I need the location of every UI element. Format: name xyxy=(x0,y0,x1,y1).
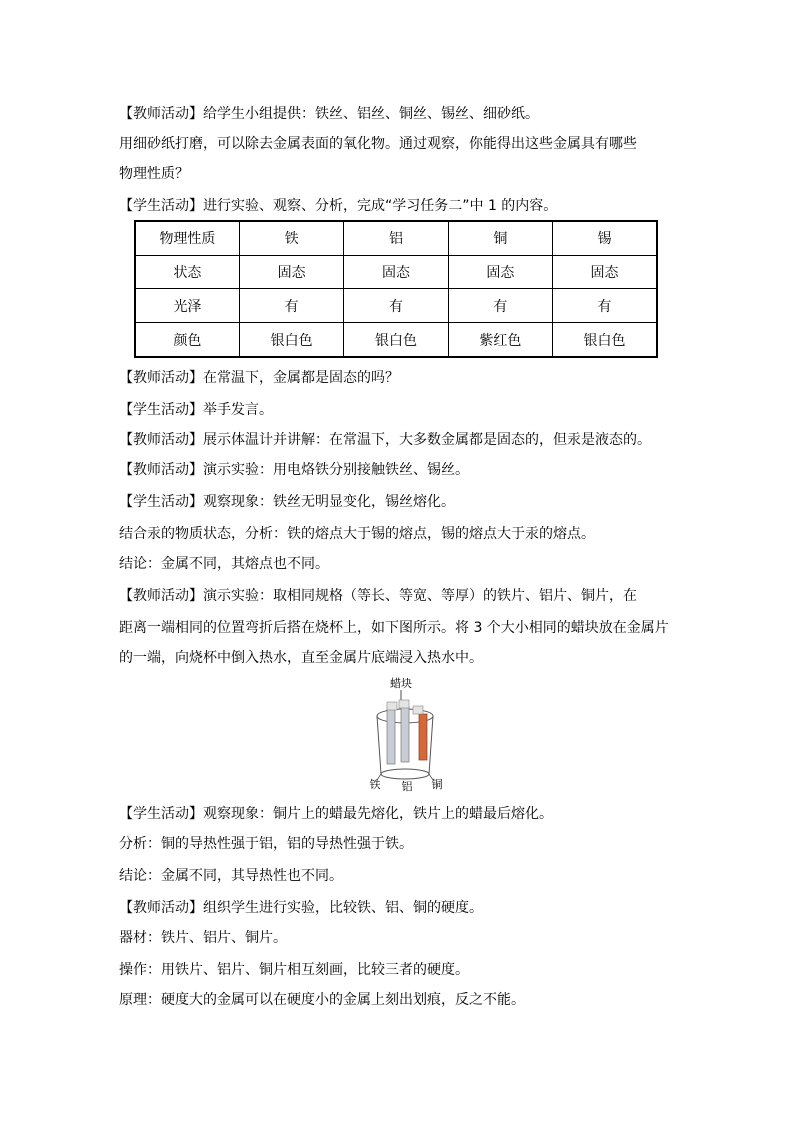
paragraph: 【学生活动】进行实验、观察、分析，完成“学习任务二”中 1 的内容。 xyxy=(119,198,558,214)
paragraph: 分析：铜的导热性强于铝，铝的导热性强于铁。 xyxy=(119,836,413,852)
table-cell: 固态 xyxy=(239,255,343,289)
table-cell: 银白色 xyxy=(344,323,448,357)
iron-strip xyxy=(387,708,395,764)
table-cell: 颜色 xyxy=(135,323,239,357)
beaker-wall-left xyxy=(377,716,381,774)
wax-block-icon xyxy=(387,702,397,710)
beaker-base xyxy=(381,769,429,779)
table-cell: 银白色 xyxy=(553,323,657,357)
paragraph: 用细砂纸打磨，可以除去金属表面的氧化物。通过观察，你能得出这些金属具有哪些 xyxy=(119,136,637,152)
iron-label: 铁 xyxy=(369,778,381,791)
paragraph: 的一端，向烧杯中倒入热水，直至金属片底端浸入热水中。 xyxy=(119,650,483,666)
table-header-cell: 锡 xyxy=(553,221,657,255)
paragraph: 【教师活动】演示实验：用电烙铁分别接触铁丝、锡丝。 xyxy=(119,462,469,478)
table-cell: 有 xyxy=(553,289,657,323)
paragraph: 【学生活动】举手发言。 xyxy=(119,402,273,418)
table-header-cell: 物理性质 xyxy=(135,221,239,255)
table-cell: 固态 xyxy=(344,255,448,289)
table-row xyxy=(135,255,657,289)
table-cell: 有 xyxy=(448,289,552,323)
paragraph: 结合汞的物质状态，分析：铁的熔点大于锡的熔点，锡的熔点大于汞的熔点。 xyxy=(119,526,595,542)
table-cell: 银白色 xyxy=(239,323,343,357)
paragraph: 【教师活动】演示实验：取相同规格（等长、等宽、等厚）的铁片、铝片、铜片，在 xyxy=(119,588,637,604)
beaker-wall-right xyxy=(429,716,433,774)
wax-block-icon xyxy=(399,700,409,708)
copper-strip xyxy=(419,714,427,760)
paragraph: 器材：铁片、铝片、铜片。 xyxy=(119,930,287,946)
wax-block-icon xyxy=(413,706,423,714)
table-row xyxy=(135,323,657,357)
paragraph: 【学生活动】观察现象：铜片上的蜡最先熔化，铁片上的蜡最后熔化。 xyxy=(119,806,553,822)
aluminum-strip xyxy=(401,706,409,762)
table-row xyxy=(135,289,657,323)
aluminum-label: 铝 xyxy=(401,780,413,792)
table-cell: 固态 xyxy=(553,255,657,289)
table-cell: 紫红色 xyxy=(448,323,552,357)
paragraph: 结论：金属不同，其导热性也不同。 xyxy=(119,868,343,884)
table-header-cell: 铜 xyxy=(448,221,552,255)
physical-properties-table xyxy=(134,220,658,358)
table-cell: 有 xyxy=(344,289,448,323)
wax-label: 蜡块 xyxy=(390,677,412,690)
table-header-cell: 铁 xyxy=(239,221,343,255)
paragraph: 【教师活动】在常温下，金属都是固态的吗？ xyxy=(119,370,399,386)
table-cell: 固态 xyxy=(448,255,552,289)
paragraph: 原理：硬度大的金属可以在硬度小的金属上刻出划痕，反之不能。 xyxy=(119,992,525,1008)
copper-label: 铜 xyxy=(431,778,443,791)
paragraph: 距离一端相同的位置弯折后搭在烧杯上，如下图所示。将 3 个大小相同的蜡块放在金属片 xyxy=(119,620,669,636)
paragraph: 【学生活动】观察现象：铁丝无明显变化，锡丝熔化。 xyxy=(119,494,455,510)
table-cell: 状态 xyxy=(135,255,239,289)
paragraph: 物理性质？ xyxy=(119,166,189,182)
paragraph: 【教师活动】给学生小组提供：铁丝、铝丝、铜丝、锡丝、细砂纸。 xyxy=(119,106,539,122)
table-header-cell: 铝 xyxy=(344,221,448,255)
paragraph: 结论：金属不同，其熔点也不同。 xyxy=(119,556,329,572)
table-cell: 有 xyxy=(239,289,343,323)
beaker-experiment-figure xyxy=(363,676,453,792)
paragraph: 【教师活动】组织学生进行实验，比较铁、铝、铜的硬度。 xyxy=(119,900,483,916)
paragraph: 【教师活动】展示体温计并讲解：在常温下，大多数金属都是固态的，但汞是液态的。 xyxy=(119,432,651,448)
table-header-row xyxy=(135,221,657,255)
paragraph: 操作：用铁片、铝片、铜片相互刻画，比较三者的硬度。 xyxy=(119,962,469,978)
table-cell: 光泽 xyxy=(135,289,239,323)
